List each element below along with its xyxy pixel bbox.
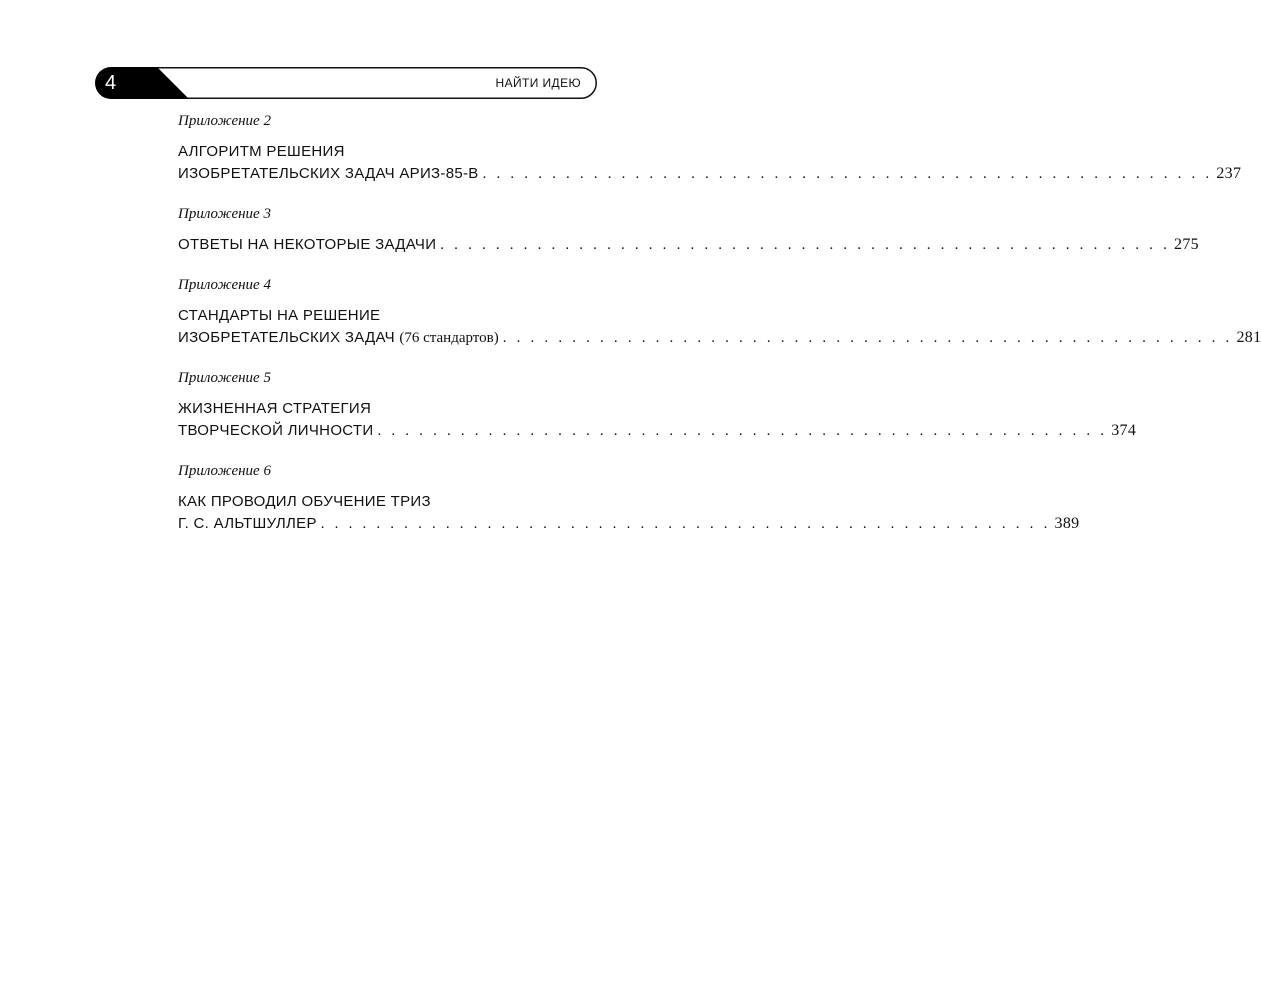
page-ref: 237 xyxy=(1216,165,1242,182)
toc-entry-appendix-3 xyxy=(178,204,1199,256)
page-ref: 374 xyxy=(1111,422,1137,439)
appendix-label: Приложение 3 xyxy=(178,206,271,222)
entry-title-main: ИЗОБРЕТАТЕЛЬСКИХ ЗАДАЧ xyxy=(178,329,395,346)
appendix-label: Приложение 6 xyxy=(178,463,271,479)
dot-leader: . . . . . . . . . . . . . . . . . . . . . . . . . . . . . . . . . . . . . . . . . . . . . . . . . . . . . xyxy=(502,330,1233,346)
running-header xyxy=(95,67,597,99)
entry-title-text: ИЗОБРЕТАТЕЛЬСКИХ ЗАДАЧ АРИЗ-85-В xyxy=(178,165,479,182)
toc-entry-appendix-6 xyxy=(178,461,1080,535)
running-title: НАЙТИ ИДЕЮ xyxy=(495,76,581,90)
entry-title-line-2 xyxy=(178,163,1242,185)
entry-title-note: (76 стандартов) xyxy=(399,330,499,346)
entry-title-line-1: КАК ПРОВОДИЛ ОБУЧЕНИЕ ТРИЗ xyxy=(178,493,431,510)
appendix-label: Приложение 4 xyxy=(178,277,271,293)
dot-leader: . . . . . . . . . . . . . . . . . . . . . . . . . . . . . . . . . . . . . . . . . . . . . . . . . . . . . xyxy=(320,516,1051,532)
entry-title-text: Г. С. АЛЬТШУЛЛЕР xyxy=(178,515,317,532)
table-of-contents xyxy=(178,111,1261,554)
entry-title-line-1: СТАНДАРТЫ НА РЕШЕНИЕ xyxy=(178,307,381,324)
entry-title-line-2 xyxy=(178,420,1137,442)
appendix-label: Приложение 5 xyxy=(178,370,271,386)
appendix-label: Приложение 2 xyxy=(178,113,271,129)
entry-title-line-2 xyxy=(178,234,1199,256)
entry-title-line-1: ЖИЗНЕННАЯ СТРАТЕГИЯ xyxy=(178,400,372,417)
page-ref: 281 xyxy=(1236,329,1261,346)
entry-title-line-1: АЛГОРИТМ РЕШЕНИЯ xyxy=(178,143,345,160)
toc-entry-appendix-2 xyxy=(178,111,1242,185)
page-ref: 275 xyxy=(1174,236,1199,253)
dot-leader: . . . . . . . . . . . . . . . . . . . . . . . . . . . . . . . . . . . . . . . . . . . . . . . . . . . . . xyxy=(377,423,1108,439)
entry-title-line-2 xyxy=(178,513,1080,535)
entry-title-line-2 xyxy=(178,327,1261,349)
page-number: 4 xyxy=(105,72,117,94)
entry-title-text: ОТВЕТЫ НА НЕКОТОРЫЕ ЗАДАЧИ xyxy=(178,236,437,253)
dot-leader: . . . . . . . . . . . . . . . . . . . . . . . . . . . . . . . . . . . . . . . . . . . . . . . . . . . . . xyxy=(440,237,1171,253)
toc-entry-appendix-4 xyxy=(178,275,1261,349)
toc-entry-appendix-5 xyxy=(178,368,1137,442)
entry-title-text: ТВОРЧЕСКОЙ ЛИЧНОСТИ xyxy=(178,422,374,439)
entry-title-text xyxy=(178,327,499,349)
dot-leader: . . . . . . . . . . . . . . . . . . . . . . . . . . . . . . . . . . . . . . . . . . . . . . . . . . . . . xyxy=(482,166,1213,182)
page-ref: 389 xyxy=(1054,515,1080,532)
